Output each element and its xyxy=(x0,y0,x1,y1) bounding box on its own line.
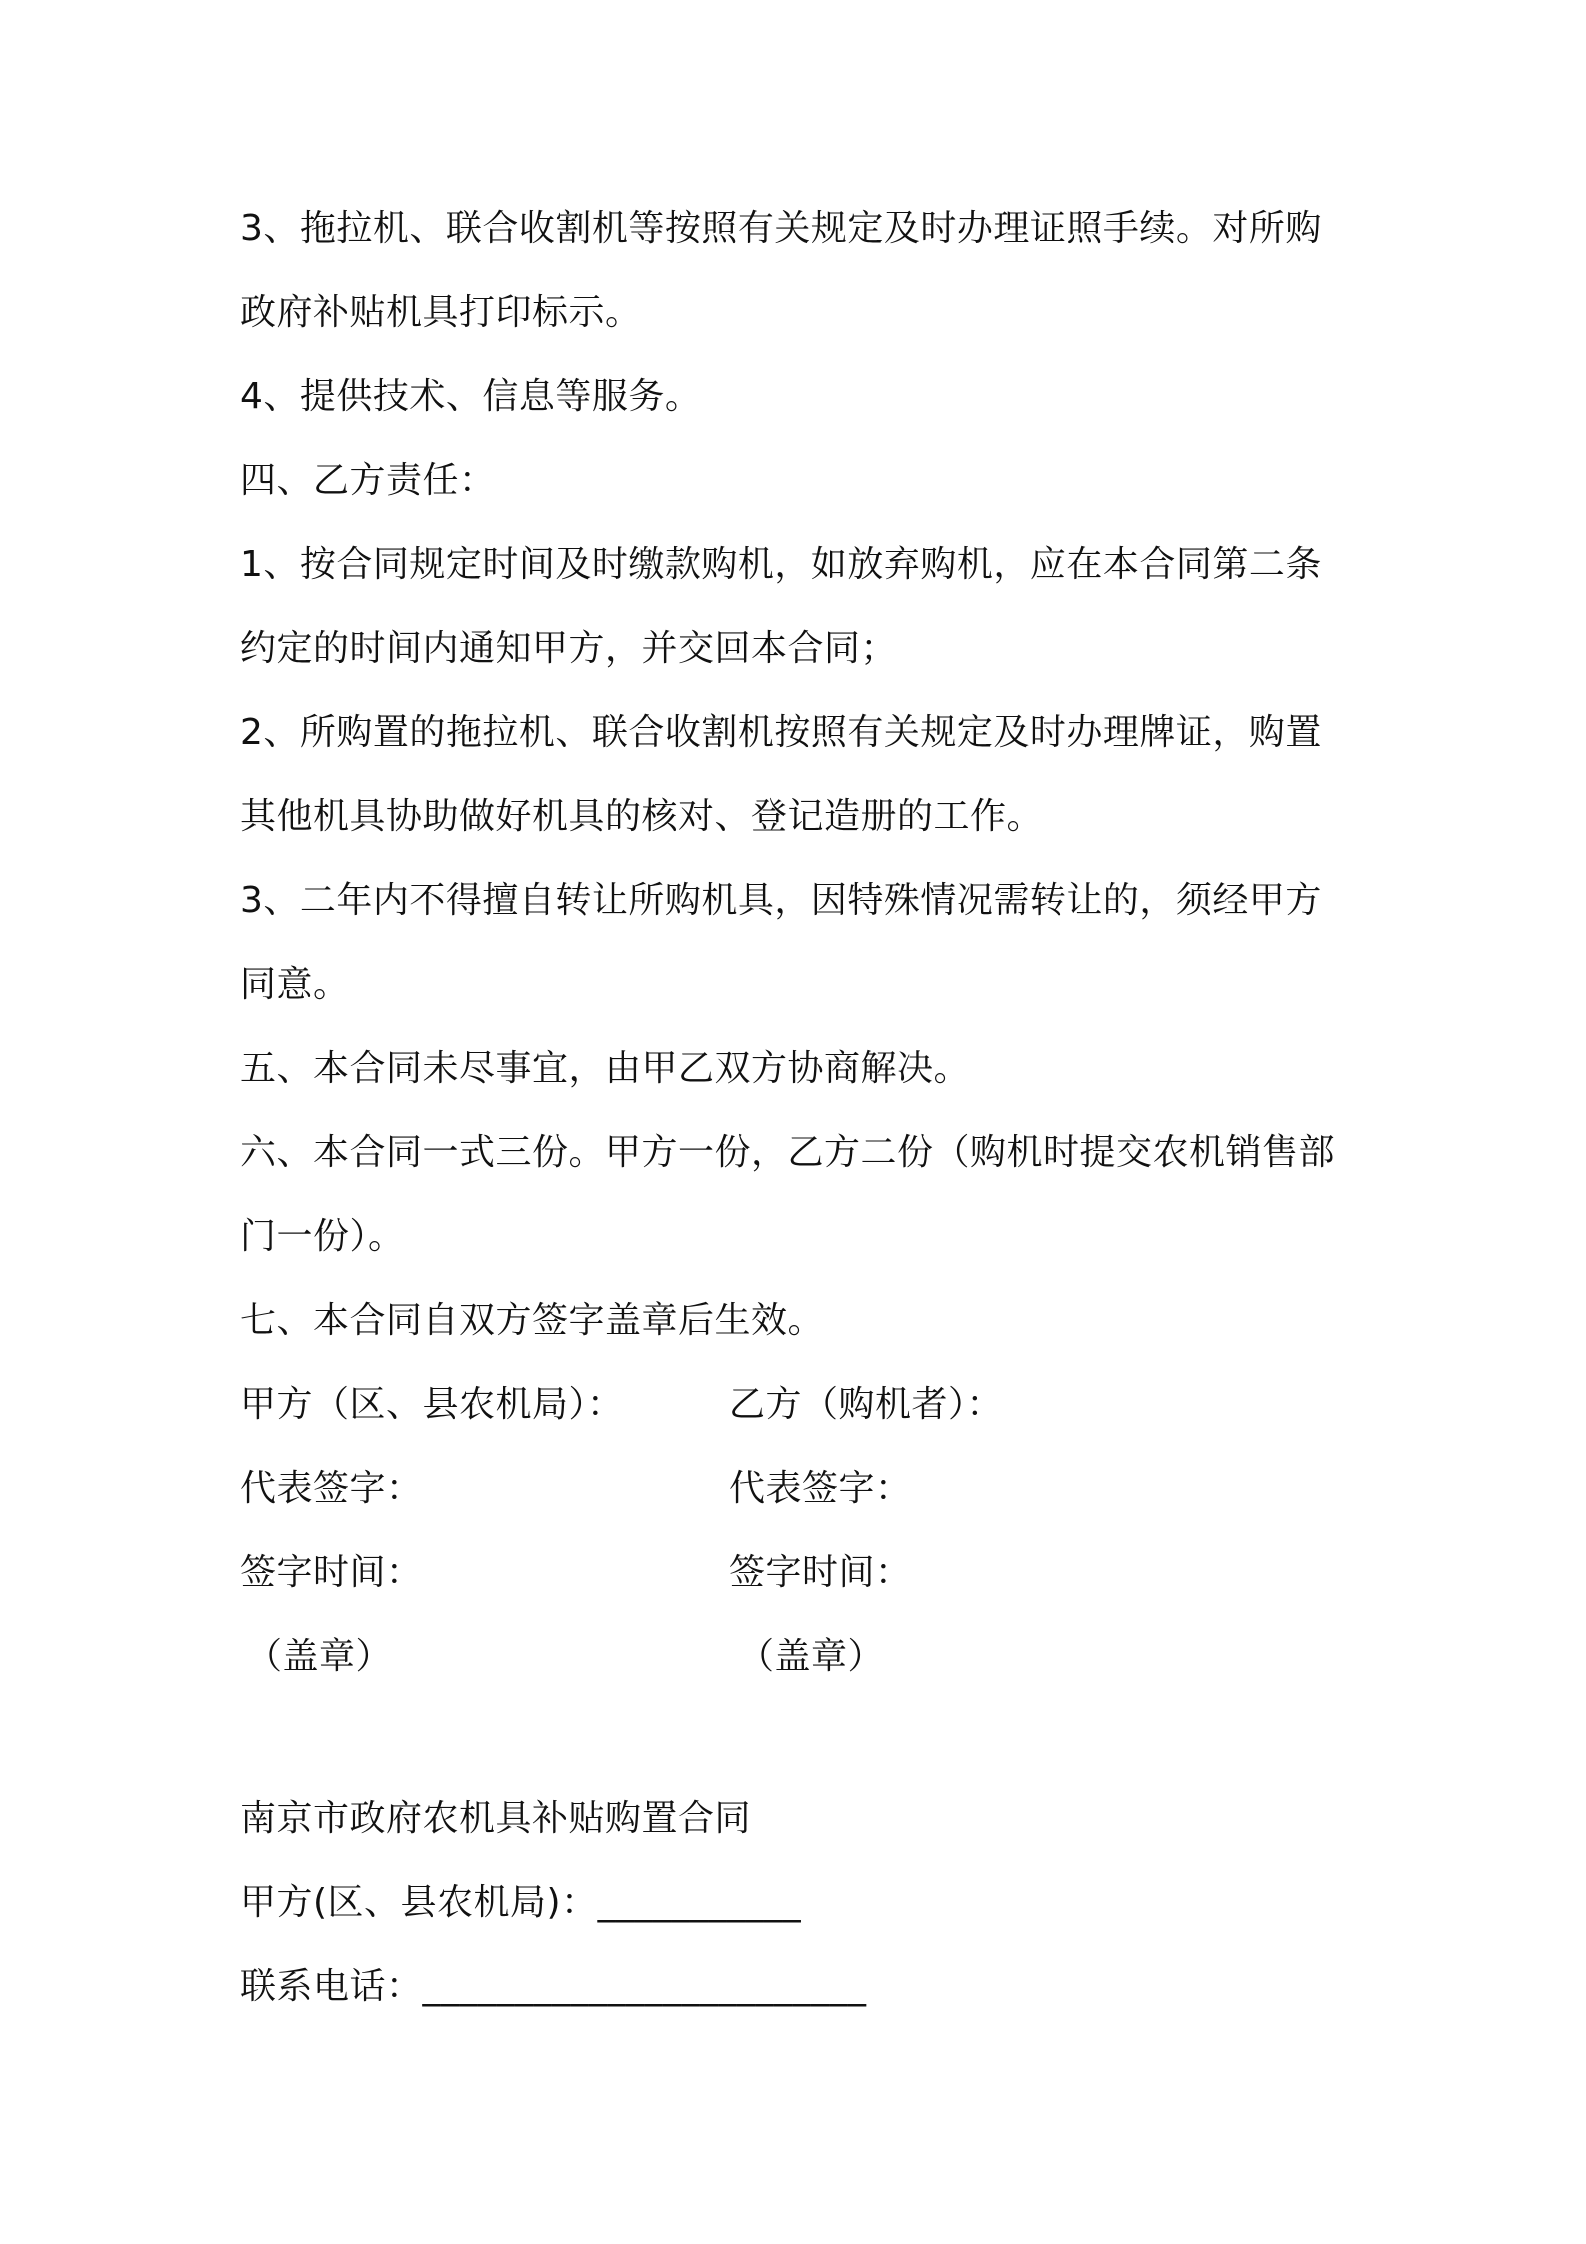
party-a-field: 甲方(区、县农机局)：___________ xyxy=(240,1882,802,1923)
section-heading: 六、本合同一式三份。甲方一份，乙方二份（购机时提交农机销售部 xyxy=(240,1132,1336,1173)
rep-sign-b: 代表签字： xyxy=(729,1468,912,1509)
section-heading: 七、本合同自双方签字盖章后生效。 xyxy=(240,1300,825,1341)
section-heading: 五、本合同未尽事宜，由甲乙双方协商解决。 xyxy=(240,1048,971,1089)
paragraph-line: 2、所购置的拖拉机、联合收割机按照有关规定及时办理牌证，购置 xyxy=(240,712,1322,753)
paragraph-line: 约定的时间内通知甲方，并交回本合同； xyxy=(240,628,898,669)
rep-sign-a: 代表签字： xyxy=(240,1468,423,1509)
paragraph-line: 政府补贴机具打印标示。 xyxy=(240,292,642,333)
paragraph-line: 3、拖拉机、联合收割机等按照有关规定及时办理证照手续。对所购 xyxy=(240,208,1322,249)
phone-field: 联系电话：________________________ xyxy=(240,1966,867,2007)
party-a-label: 甲方（区、县农机局）： xyxy=(240,1384,624,1425)
sign-time-b: 签字时间： xyxy=(729,1552,912,1593)
contract-title: 南京市政府农机具补贴购置合同 xyxy=(240,1798,752,1839)
paragraph-line: 4、提供技术、信息等服务。 xyxy=(240,376,702,417)
paragraph-line: 3、二年内不得擅自转让所购机具，因特殊情况需转让的，须经甲方 xyxy=(240,880,1322,921)
paragraph-line: 同意。 xyxy=(240,964,350,1005)
section-heading: 四、乙方责任： xyxy=(240,460,496,501)
paragraph-line: 1、按合同规定时间及时缴款购机，如放弃购机，应在本合同第二条 xyxy=(240,544,1322,585)
seal-a: （盖章） xyxy=(246,1636,393,1677)
seal-b: （盖章） xyxy=(738,1636,885,1677)
paragraph-line: 门一份）。 xyxy=(240,1216,405,1257)
sign-time-a: 签字时间： xyxy=(240,1552,423,1593)
party-b-label: 乙方（购机者）： xyxy=(729,1384,1004,1425)
paragraph-line: 其他机具协助做好机具的核对、登记造册的工作。 xyxy=(240,796,1044,837)
